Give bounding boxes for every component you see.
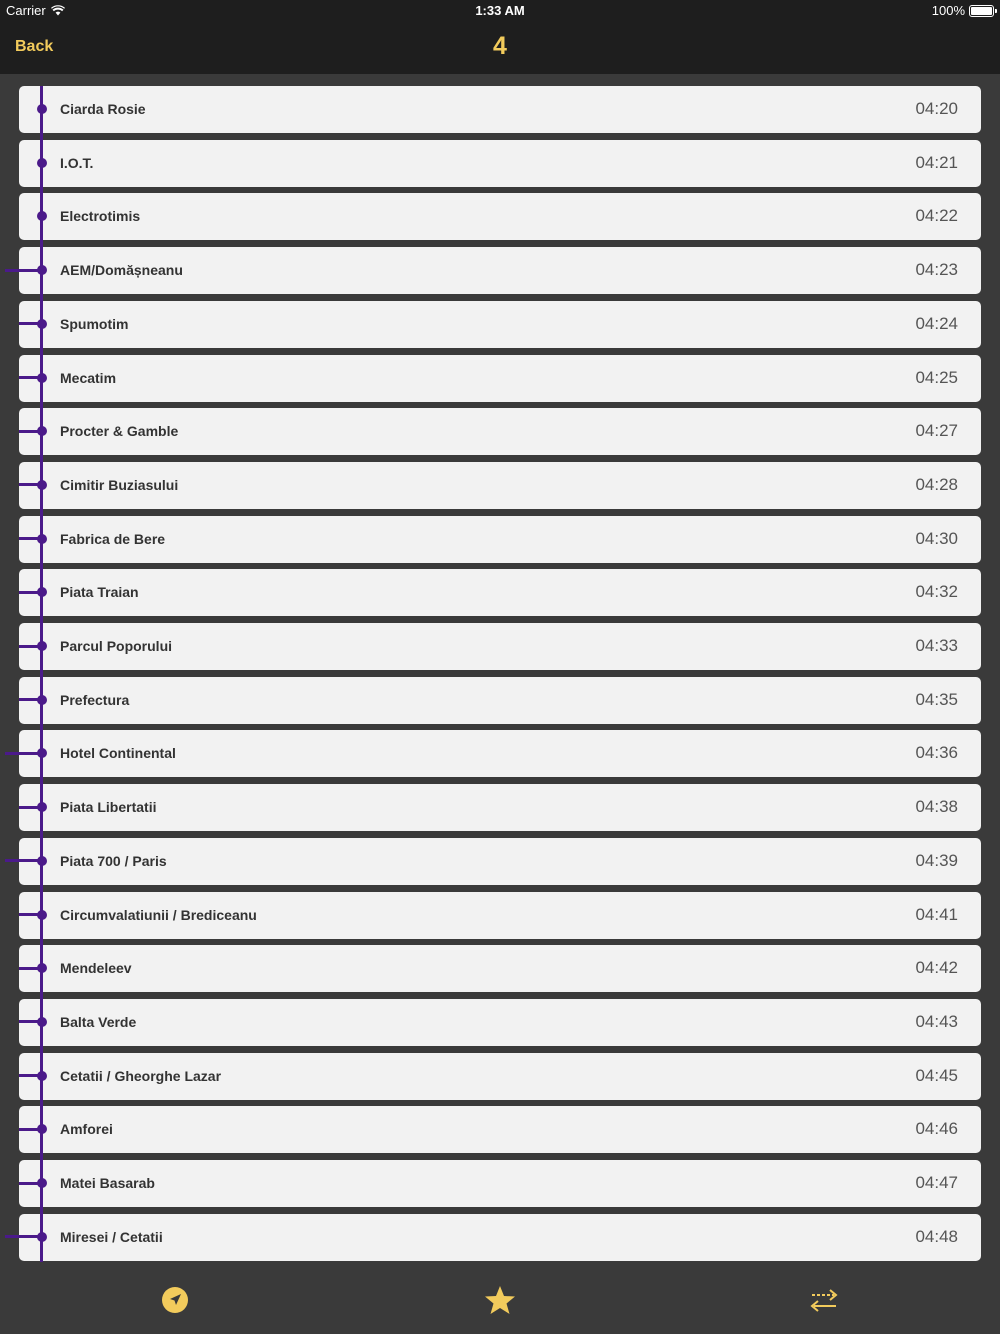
stop-name: Piata 700 / Paris: [60, 852, 167, 869]
route-connector: [19, 967, 43, 970]
route-connector: [19, 806, 43, 809]
stop-row[interactable]: [19, 1160, 981, 1207]
route-connector: [19, 1182, 43, 1185]
stop-row[interactable]: [19, 677, 981, 724]
stop-row[interactable]: [19, 838, 981, 885]
stop-row[interactable]: [19, 140, 981, 187]
stop-time: 04:39: [915, 850, 958, 870]
swap-arrows-icon: [809, 1287, 839, 1313]
stop-time: 04:32: [915, 582, 958, 602]
stop-row[interactable]: [19, 892, 981, 939]
stop-row[interactable]: [19, 247, 981, 294]
stop-row[interactable]: [19, 569, 981, 616]
stop-name: Procter & Gamble: [60, 423, 179, 440]
stop-time: 04:27: [915, 421, 958, 441]
route-connector: [19, 537, 43, 540]
stop-time: 04:20: [915, 99, 958, 118]
stop-time: 04:38: [915, 797, 958, 817]
tab-favorites[interactable]: [478, 1278, 522, 1322]
stop-time: 04:25: [915, 367, 958, 387]
status-bar: [0, 0, 1000, 22]
stop-dot-icon: [37, 211, 47, 221]
stop-row[interactable]: [19, 462, 981, 509]
stop-time: 04:45: [915, 1065, 958, 1085]
stop-time: 04:42: [915, 958, 958, 978]
stop-name: Hotel Continental: [60, 745, 176, 762]
stop-time: 04:22: [915, 206, 958, 226]
stop-row[interactable]: [19, 355, 981, 402]
route-connector: [19, 1020, 43, 1023]
location-arrow-icon: [161, 1286, 189, 1314]
route-connector: [19, 591, 43, 594]
stop-dot-icon: [37, 158, 47, 168]
route-title: 4: [493, 32, 507, 60]
route-connector: [19, 645, 43, 648]
tab-nearby[interactable]: [153, 1278, 197, 1322]
stop-name: Prefectura: [60, 691, 130, 708]
stop-row[interactable]: [19, 1053, 981, 1100]
stop-row[interactable]: [19, 623, 981, 670]
status-time: 1:33 AM: [475, 3, 525, 18]
star-icon: [484, 1285, 516, 1315]
stop-name: Parcul Poporului: [60, 638, 173, 654]
stop-name: Electrotimis: [60, 208, 141, 225]
route-connector: [19, 1128, 43, 1131]
stop-row[interactable]: [19, 999, 981, 1046]
stop-name: Fabrica de Bere: [60, 530, 166, 547]
stop-row[interactable]: [19, 516, 981, 563]
route-connector: [19, 322, 43, 325]
stop-time: 04:23: [915, 260, 958, 280]
stop-name: Piata Traian: [60, 584, 139, 601]
battery-percent: 100%: [931, 3, 965, 18]
stop-time: 04:24: [915, 313, 958, 333]
stop-row[interactable]: [19, 408, 981, 455]
stop-name: Balta Verde: [60, 1013, 137, 1030]
stop-row[interactable]: [19, 945, 981, 992]
stop-name: Matei Basarab: [60, 1175, 155, 1191]
route-connector: [19, 376, 43, 379]
route-connector: [19, 430, 43, 433]
stop-name: I.O.T.: [60, 154, 94, 171]
stop-time: 04:33: [915, 636, 958, 655]
stop-row[interactable]: [19, 1214, 981, 1261]
route-connector: [19, 1074, 43, 1077]
stop-row[interactable]: [19, 193, 981, 240]
stop-list[interactable]: [0, 74, 1000, 1266]
stop-time: 04:36: [915, 743, 958, 763]
stop-name: Cimitir Buziasului: [60, 476, 179, 493]
battery-indicator: [932, 3, 994, 18]
tab-routes[interactable]: [802, 1278, 846, 1322]
route-connector: [19, 913, 43, 916]
stop-name: Spumotim: [60, 315, 129, 332]
stop-name: Ciarda Rosie: [60, 101, 146, 117]
stop-name: Amforei: [60, 1121, 113, 1138]
stop-name: Miresei / Cetatii: [60, 1228, 163, 1245]
stop-name: Circumvalatiunii / Brediceanu: [60, 906, 257, 923]
route-line: [40, 86, 43, 1262]
stop-time: 04:43: [915, 1011, 958, 1031]
back-button[interactable]: Back: [15, 38, 54, 55]
stop-time: 04:28: [915, 474, 958, 494]
stop-row[interactable]: [19, 86, 981, 133]
stop-row[interactable]: [19, 301, 981, 348]
route-connector: [5, 1235, 45, 1238]
navigation-bar: [0, 22, 1000, 74]
stop-name: Mendeleev: [60, 960, 132, 977]
stop-name: Mecatim: [60, 369, 117, 386]
route-connector: [19, 698, 43, 701]
route-connector: [5, 269, 45, 272]
stop-time: 04:30: [915, 528, 958, 548]
stop-dot-icon: [37, 104, 47, 114]
battery-icon: [969, 5, 994, 17]
stop-row[interactable]: [19, 1106, 981, 1153]
route-connector: [5, 752, 45, 755]
tab-bar: [0, 1266, 1000, 1334]
stop-row[interactable]: [19, 730, 981, 777]
stop-row[interactable]: [19, 784, 981, 831]
stop-name: Piata Libertatii: [60, 799, 157, 816]
route-connector: [5, 859, 45, 862]
stop-name: Cetatii / Gheorghe Lazar: [60, 1067, 222, 1084]
stop-time: 04:47: [915, 1173, 958, 1192]
stop-time: 04:48: [915, 1226, 958, 1246]
stop-time: 04:41: [915, 904, 958, 924]
stop-time: 04:46: [915, 1119, 958, 1139]
route-connector: [19, 483, 43, 486]
stop-time: 04:35: [915, 689, 958, 709]
stop-time: 04:21: [915, 152, 958, 172]
stop-name: AEM/Domășneanu: [60, 262, 183, 279]
carrier-label: Carrier: [6, 3, 46, 18]
